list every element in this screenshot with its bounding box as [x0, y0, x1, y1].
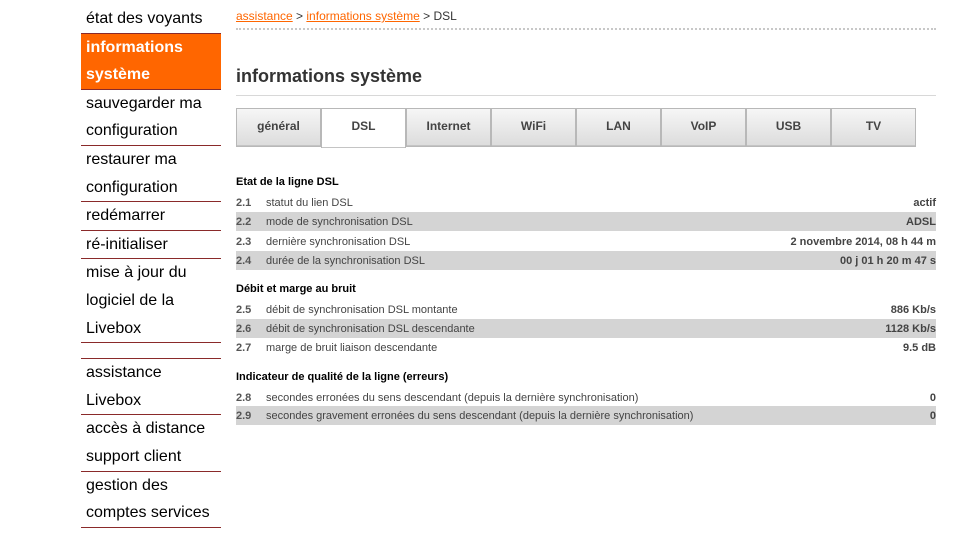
- table-row: [236, 232, 936, 251]
- title-divider: [236, 95, 936, 96]
- table-row: [236, 300, 936, 319]
- table-row: [236, 251, 936, 270]
- tab-tv[interactable]: TV: [831, 108, 916, 147]
- row-value: 2 novembre 2014, 08 h 44 m: [790, 235, 936, 248]
- nav-label-line: restaurer ma: [86, 150, 177, 168]
- row-value: 0: [929, 409, 936, 422]
- row-label: dernière synchronisation DSL: [266, 235, 411, 248]
- table-row: [236, 319, 936, 338]
- table-row: [236, 388, 936, 407]
- nav-label-line: Livebox: [86, 319, 142, 337]
- tab-dsl[interactable]: DSL: [321, 108, 406, 148]
- row-label: statut du lien DSL: [266, 196, 353, 209]
- row-value: 886 Kb/s: [890, 303, 936, 316]
- row-value: 00 j 01 h 20 m 47 s: [839, 254, 936, 267]
- row-number: 2.2: [236, 215, 252, 228]
- row-value: 1128 Kb/s: [885, 322, 936, 335]
- nav-acces-distance-support[interactable]: [81, 415, 221, 471]
- breadcrumb-link-informations-systeme[interactable]: informations système: [306, 9, 420, 23]
- row-number: 2.1: [236, 196, 252, 209]
- nav-label-line: gestion des: [86, 476, 168, 494]
- row-label: durée de la synchronisation DSL: [266, 254, 425, 267]
- breadcrumb-current: DSL: [433, 9, 457, 23]
- row-label: secondes gravement erronées du sens descendant (depuis la dernière synchronisation): [266, 409, 694, 422]
- nav-label-line: assistance: [86, 364, 162, 382]
- nav-label-line: support client: [86, 447, 182, 465]
- table-row: [236, 406, 936, 425]
- row-number: 2.5: [236, 303, 252, 316]
- nav-label-line: sauvegarder ma: [86, 94, 202, 112]
- section-title-etat-ligne: Etat de la ligne DSL: [236, 176, 339, 188]
- nav-label-line: logiciel de la: [86, 291, 175, 309]
- breadcrumb-separator: >: [292, 9, 307, 23]
- row-number: 2.8: [236, 391, 252, 404]
- tab-bar: [236, 108, 916, 148]
- row-label: mode de synchronisation DSL: [266, 215, 413, 228]
- row-value: ADSL: [906, 215, 936, 228]
- row-label: débit de synchronisation DSL montante: [266, 303, 458, 316]
- nav-label-line: informations: [86, 38, 183, 56]
- section-title-qualite-ligne: Indicateur de qualité de la ligne (erreurs): [236, 371, 449, 383]
- section-title-debit-marge: Débit et marge au bruit: [236, 283, 356, 295]
- nav-restaurer-configuration[interactable]: [81, 146, 221, 202]
- tab-general[interactable]: général: [236, 108, 321, 147]
- tab-lan[interactable]: LAN: [576, 108, 661, 147]
- row-number: 2.7: [236, 341, 252, 354]
- tab-voip[interactable]: VoIP: [661, 108, 746, 147]
- nav-sauvegarder-configuration[interactable]: [81, 90, 221, 146]
- row-label: secondes erronées du sens descendant (depuis la dernière synchronisation): [266, 391, 639, 404]
- table-row: [236, 212, 936, 231]
- nav-separator: [81, 343, 221, 359]
- row-number: 2.4: [236, 254, 252, 267]
- nav-gestion-comptes-services[interactable]: [81, 472, 221, 528]
- nav-label-line: Livebox: [86, 391, 142, 409]
- row-value: 9.5 dB: [902, 341, 936, 354]
- nav-label-line: système: [86, 66, 151, 84]
- nav-informations-systeme[interactable]: [81, 34, 221, 90]
- tab-internet[interactable]: Internet: [406, 108, 491, 147]
- nav-mise-a-jour-logiciel[interactable]: [81, 259, 221, 343]
- breadcrumb-link-assistance[interactable]: assistance: [236, 9, 293, 23]
- breadcrumb: [236, 9, 457, 23]
- breadcrumb-separator: >: [419, 9, 434, 23]
- row-number: 2.3: [236, 235, 252, 248]
- nav-label-line: comptes services: [86, 504, 210, 522]
- nav-label-line: configuration: [86, 178, 178, 196]
- row-label: débit de synchronisation DSL descendante: [266, 322, 475, 335]
- row-value: 0: [929, 391, 936, 404]
- nav-label-line: configuration: [86, 122, 178, 140]
- nav-redemarrer[interactable]: redémarrer: [81, 202, 221, 231]
- tab-usb[interactable]: USB: [746, 108, 831, 147]
- row-number: 2.6: [236, 322, 252, 335]
- table-row: [236, 193, 936, 212]
- table-row: [236, 338, 936, 357]
- row-label: marge de bruit liaison descendante: [266, 341, 438, 354]
- nav-assistance-livebox[interactable]: [81, 359, 221, 415]
- nav-etat-des-voyants[interactable]: état des voyants: [81, 5, 221, 34]
- nav-re-initialiser[interactable]: ré-initialiser: [81, 231, 221, 260]
- dotted-divider: [236, 28, 936, 30]
- sidebar-nav: [81, 5, 221, 528]
- row-value: actif: [913, 196, 936, 209]
- page-title: informations système: [236, 66, 423, 86]
- nav-label-line: accès à distance: [86, 420, 206, 438]
- row-number: 2.9: [236, 409, 252, 422]
- nav-label-line: mise à jour du: [86, 264, 187, 282]
- tab-wifi[interactable]: WiFi: [491, 108, 576, 147]
